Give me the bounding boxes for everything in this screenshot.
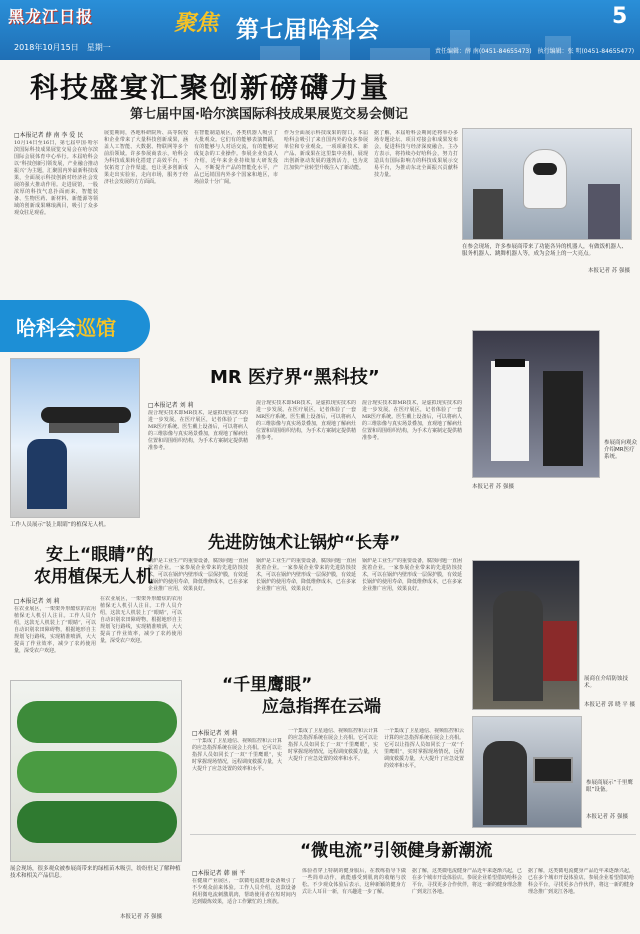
robot-figure <box>523 149 567 209</box>
lead-column-1: 10月14日至16日，第七届中国·哈尔滨国际科技成果展览交易会在哈尔滨国际会展体育中心举行。本届哈科会以“科技创新引领发展，产业融合推动振兴”为主题，汇聚国内外最新科技成果，全面展示科技创新对经济社会发展的强大推动作用。走进展馆，一股浓厚的科技气息扑面而来，智能装备、生物医药、新材料、新能源等领域的创新成果琳琅满目，吸引了众多观众驻足观看。 <box>14 140 98 216</box>
eagle-text: 一个集成了卫星通信、视频监控和云计算的应急指挥系统在展会上亮相。它可以让指挥人员如同长了一双“千里鹰眼”，实时掌握现场情况，远程调度救援力量，大大提升了应急处置的效率和水平。 <box>192 738 282 772</box>
robot-photo-credit: 本报记者 苏 强摄 <box>588 268 630 274</box>
drone-text: 在农业展区，一架架外形酷炫的农用植保无人机引人注目。工作人员介绍，这款无人机装上了“眼睛”，可以自动识别农田障碍物，根据地形自主规划飞行路线，实现精准喷洒，大大提高了作业效率，减少了农药使用量，深受农户欢迎。 <box>14 606 96 654</box>
mr-photo-credit: 本报记者 苏 强摄 <box>472 484 514 490</box>
seedling-row <box>17 751 177 793</box>
lead-column-2: 展览期间，各地科研院所、高等院校和企业带来了大量科技创新成果，涵盖人工智能、大数据、物联网等多个前沿领域。许多参展商表示，哈科会为科技成果转化搭建了高效平台，不仅拓宽了合作渠道，也让更多创新成果走出实验室，走向市场，服务于经济社会发展的方方面面。 <box>104 130 188 185</box>
drone-body <box>41 407 131 423</box>
mr-headset <box>495 359 525 367</box>
seedling-photo <box>10 680 182 862</box>
device-screen <box>533 757 573 783</box>
mr-byline: □本报记者 刘 莉 <box>148 402 194 409</box>
skyline-decoration <box>450 30 470 60</box>
seedling-photo-credit: 本报记者 苏 强摄 <box>120 914 162 920</box>
visitor-figure <box>588 184 620 239</box>
drone-photo <box>10 358 140 518</box>
issue-date: 2018年10月15日 星期一 <box>14 43 111 52</box>
editor-contact: 责任编辑：薛 南(0451-84655473) 执行编辑：张 明(0451-84655477) <box>435 48 635 55</box>
mr-text-continued: 混合现实技术即MR技术，是虚拟现实技术的进一步发展。在医疗展区，记者体验了一套MR医疗系统。医生戴上设备后，可以将病人的三维影像与真实场景叠加，直观地了解病灶位置和周围组织结构，为手术方案制定提供精准参考。 <box>256 400 356 441</box>
drone-headline-line-1: 安上“眼睛”的 <box>46 545 154 565</box>
mr-photo <box>472 330 600 478</box>
drone-text-continued: 在农业展区，一架架外形酷炫的农用植保无人机引人注目。工作人员介绍，这款无人机装上了“眼睛”，可以自动识别农田障碍物，根据地形自主规划飞行路线，实现精准喷洒，大大提高了作业效率，减少了农药使用量，深受农户欢迎。 <box>100 596 182 644</box>
seedling-row <box>17 701 177 743</box>
micro-column-2: 体验者穿上特制的健身服后，在教练指导下做一些简单动作，就能感受到肌肉的收缩与放松。不少观众体验后表示，这种新颖的健身方式让人耳目一新，有兴趣进一步了解。 <box>302 868 406 895</box>
corrosion-text: 锅炉是工业生产的重要设备，腐蚀问题一直困扰着企业。一家参展企业带来的先进防蚀技术，可以在锅炉内壁形成一层保护膜，有效延长锅炉的使用寿命，降低维修成本，已在多家企业推广应用，效果良好。 <box>148 558 248 592</box>
micro-headline: “微电流”引领健身新潮流 <box>300 841 493 861</box>
drone-headline-line-2: 农用植保无人机 <box>34 567 153 587</box>
boiler-sample <box>543 621 577 681</box>
drone-tank <box>49 423 119 433</box>
micro-column-1: 在健康产业展区，一款微电流健身设备吸引了不少观众前来体验。工作人员介绍，这款设备利用微电流刺激肌肉，帮助使用者在短时间内达到锻炼效果，适合工作繁忙的上班族。 <box>192 878 296 905</box>
drone-byline: □本报记者 刘 莉 <box>14 598 60 605</box>
exhibitor-figure <box>27 439 67 509</box>
corrosion-text-continued: 锅炉是工业生产的重要设备，腐蚀问题一直困扰着企业。一家参展企业带来的先进防蚀技术，可以在锅炉内壁形成一层保护膜，有效延长锅炉的使用寿命，降低维修成本，已在多家企业推广应用，效果良好。 <box>256 558 356 592</box>
exhibitor-figure <box>543 371 583 466</box>
visitor-figure <box>473 189 503 239</box>
exhibitor-figure <box>493 591 543 701</box>
lead-column-3: 在智能制造展区，各类机器人吸引了大批观众。它们有的能够表演舞蹈，有的能够与人对话交流，有的能够完成复杂的工业操作。参展企业负责人介绍，近年来企业持续加大研发投入，不断提升产品的智能化水平，产品已远销国内外多个国家和地区，市场前景十分广阔。 <box>194 130 278 185</box>
section-banner <box>0 300 150 352</box>
seedling-row <box>17 801 177 843</box>
corrosion-photo-credit: 本报记者 郭 晓 平 摄 <box>584 702 635 708</box>
drone-photo-caption: 工作人员展示“装上眼睛”的植保无人机。 <box>10 522 110 528</box>
newspaper-name: 黑龙江日报 <box>8 7 94 26</box>
eagle-photo <box>472 716 582 828</box>
eagle-text-continued: 一个集成了卫星通信、视频监控和云计算的应急指挥系统在展会上亮相。它可以让指挥人员如同长了一双“千里鹰眼”，实时掌握现场情况，远程调度救援力量，大大提升了应急处置的效率和水平。 <box>384 728 464 769</box>
lead-byline: □本报记者 薛 南 李 爱 民 <box>14 132 84 139</box>
banner-accent: 巡馆 <box>76 316 116 340</box>
mr-text: 混合现实技术即MR技术，是虚拟现实技术的进一步发展。在医疗展区，记者体验了一套MR医疗系统。医生戴上设备后，可以将病人的三维影像与真实场景叠加，直观地了解病灶位置和周围组织结构，为手术方案制定提供精准参考。 <box>148 410 248 451</box>
banner-prefix: 哈科会 <box>16 316 76 340</box>
masthead <box>0 0 640 60</box>
page-number: 5 <box>612 4 628 29</box>
micro-byline: □本报记者 韩 丽 平 <box>192 870 246 877</box>
corrosion-photo <box>472 560 580 710</box>
lead-headline: 科技盛宴汇聚创新磅礴力量 <box>30 71 391 104</box>
micro-column-4: 据了解，这类微电流健身产品近年来逐渐兴起，已在多个城市开设体验店。参展企业希望借助哈科会平台，寻找更多合作伙伴，将这一新的健身理念推广到龙江各地。 <box>528 868 634 895</box>
eagle-headline-line-2: 应急指挥在云端 <box>262 697 381 717</box>
visitor-figure <box>491 361 529 461</box>
eagle-photo-caption: 参展商展示“千里鹰眼”设备。 <box>586 780 633 793</box>
corrosion-text-continued: 锅炉是工业生产的重要设备，腐蚀问题一直困扰着企业。一家参展企业带来的先进防蚀技术，可以在锅炉内壁形成一层保护膜，有效延长锅炉的使用寿命，降低维修成本，已在多家企业推广应用，效果良好。 <box>362 558 462 592</box>
seedling-photo-caption: 展会现场，很多观众被参展商带来的绿植苗木吸引，纷纷驻足了解种植技术和相关产品信息。 <box>10 866 181 879</box>
lead-column-5: 据了解，本届哈科会期间还将举办多场专题论坛、项目对接会和成果发布会，促进科技与经济深度融合。主办方表示，将持续办好哈科会，努力打造具有国际影响力的科技成果展示交易平台，为推动东北全面振兴贡献科技力量。 <box>374 130 458 178</box>
eagle-byline: □本报记者 刘 莉 <box>192 730 238 737</box>
skyline-decoration <box>260 46 300 60</box>
eagle-headline-line-1: “千里鹰眼” <box>222 675 313 695</box>
robot-face <box>533 163 557 175</box>
focus-tag: 聚焦 <box>174 10 219 36</box>
mr-headline: MR 医疗界“黑科技” <box>210 367 380 388</box>
micro-column-3: 据了解，这类微电流健身产品近年来逐渐兴起，已在多个城市开设体验店。参展企业希望借助哈科会平台，寻找更多合作伙伴，将这一新的健身理念推广到龙江各地。 <box>412 868 522 895</box>
lead-subhead: 第七届中国·哈尔滨国际科技成果展览交易会侧记 <box>130 107 408 122</box>
mr-photo-caption: 参展商向观众介绍MR医疗系统。 <box>604 440 638 460</box>
lead-column-4: 作为全面展示科技成果的窗口，本届哈科会吸引了来自国内外的众多参展单位和专业观众。一项项新技术、新产品、新成果在这里集中亮相，展现出创新驱动发展的蓬勃活力，也为龙江加快产业转型升级注入了新动能。 <box>284 130 368 171</box>
mr-text-continued: 混合现实技术即MR技术，是虚拟现实技术的进一步发展。在医疗展区，记者体验了一套MR医疗系统。医生戴上设备后，可以将病人的三维影像与真实场景叠加，直观地了解病灶位置和周围组织结构，为手术方案制定提供精准参考。 <box>362 400 462 441</box>
eagle-photo-credit: 本报记者 苏 强摄 <box>586 814 628 820</box>
corrosion-photo-caption: 展商在介绍防蚀技术。 <box>584 676 629 689</box>
robot-photo <box>462 128 632 240</box>
eagle-text-continued: 一个集成了卫星通信、视频监控和云计算的应急指挥系统在展会上亮相。它可以让指挥人员如同长了一双“千里鹰眼”，实时掌握现场情况，远程调度救援力量，大大提升了应急处置的效率和水平。 <box>288 728 378 762</box>
section-divider <box>190 834 636 835</box>
section-title: 第七届哈科会 <box>236 17 380 43</box>
robot-photo-caption: 在参会现场，许多参展商带来了功能各异的机器人，有做饭机器人、服务机器人、跳舞机器人等，成为会场上的一大亮点。 <box>462 244 628 257</box>
exhibitor-figure <box>483 741 527 825</box>
corrosion-headline: 先进防蚀术让锅炉“长寿” <box>208 533 401 553</box>
banner-label <box>16 312 116 341</box>
skyline-decoration <box>370 48 430 60</box>
